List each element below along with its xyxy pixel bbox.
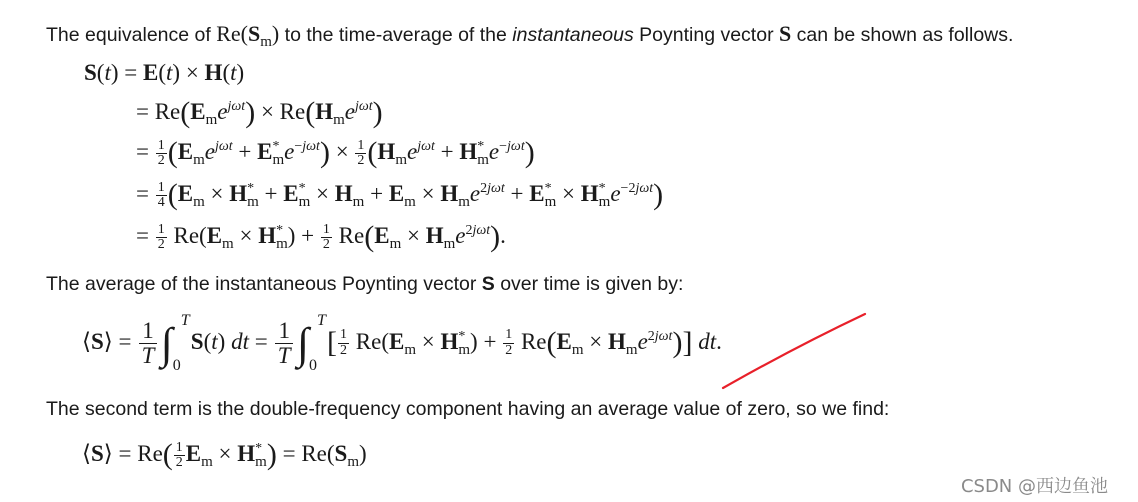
equation-line-2: = $Re(E_me^{j\omega t}) \times Re(H_me^{j\omega t})$ — [136, 96, 383, 129]
final-equation: ⟨S⟩ = Re( $\frac{1}{2}$ $E_m \times H^*_m) = Re(S_m)$ — [82, 438, 367, 471]
conclusion-text: The second term is the double-frequency component having an average value of zero, so we find: — [46, 398, 890, 420]
csdn-watermark: CSDN @西边鱼池 — [960, 476, 1108, 497]
emphasis-instantaneous: instantaneous — [512, 24, 634, 46]
equation-line-1: S(t) = E(t) × H(t) — [84, 60, 245, 85]
intro-pre: The equivalence of — [46, 24, 217, 46]
equation-line-3: = $\frac{1}{2}$ $(E_me^{j\omega t} + E^*_me^{-j\omega t})$ × $\frac{1}{2}$ $(H_me^{j\omega t} + H^*_me^{-j\omega t})$ — [136, 136, 535, 169]
re-s-m: $Re(S_m)$ — [216, 21, 280, 50]
intro-text: The equivalence of $Re(S_m)$ to the time-average of the instantaneous Poynting vector S can be shown as follows. — [46, 21, 1014, 50]
average-text: The average of the instantaneous Poynting vector S over time is given by: — [46, 273, 684, 295]
average-equation: ⟨S⟩ = $\frac{1}{T}$ ∫ T 0 S(t) dt = $\frac{1}{T}$ ∫ T 0 [ $\frac{1}{2}$ $Re(E_m \times H^*_m)$ + $\frac{1}{2}$ $Re(E_m \times H_me^{2j\omega t})$] dt. — [82, 312, 722, 374]
red-strikethrough-mark — [720, 312, 870, 392]
equation-line-4: = $\frac{1}{4}$ $(E_m \times H^*_m + E^*_m \times H_m + E_m \times H_me^{2j\omega t} + E^*_m \times H^*_me^{-2j\omega t})$ — [136, 178, 664, 211]
equation-line-5: = $\frac{1}{2}$ $Re(E_m \times H^*_m)$ + $\frac{1}{2}$ $Re(E_m \times H_me^{2j\omega t})$. — [136, 220, 506, 253]
